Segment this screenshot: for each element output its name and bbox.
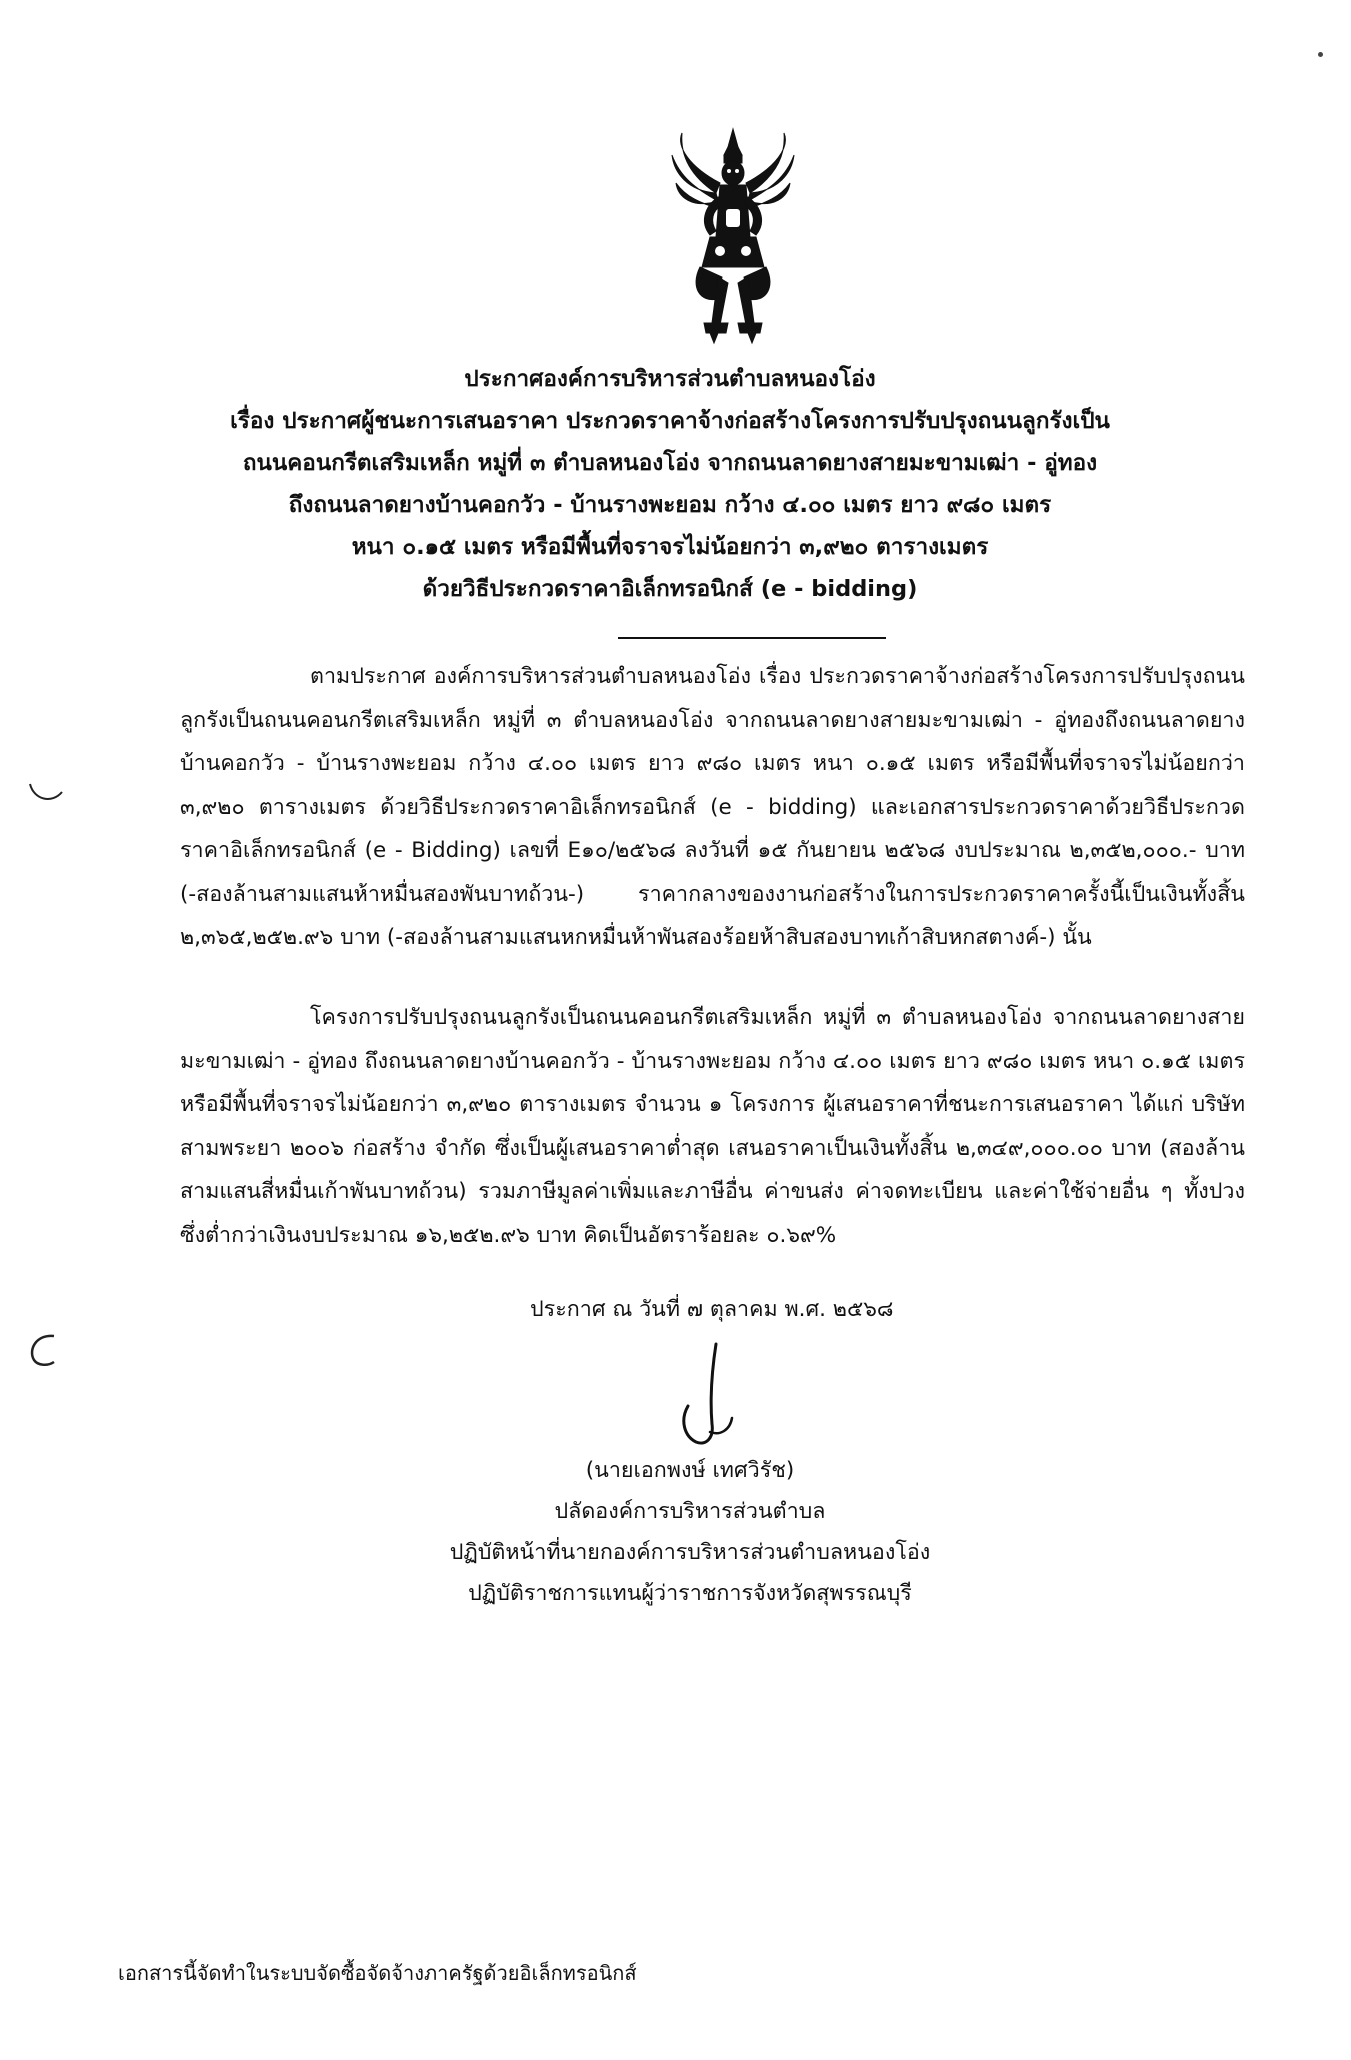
footer-note: เอกสารนี้จัดทำในระบบจัดซื้อจัดจ้างภาครัฐด้วยอิเล็กทรอนิกส์	[118, 1961, 637, 1985]
garuda-emblem-icon	[670, 127, 796, 345]
signatory-position: ปฏิบัติหน้าที่นายกองค์การบริหารส่วนตำบลหนองโอ่ง	[449, 1540, 931, 1565]
punch-hole-mark	[26, 778, 66, 808]
signatory-block	[380, 1450, 1000, 1614]
body-paragraph-1	[180, 655, 1245, 960]
title-divider	[618, 637, 886, 639]
title-line: เรื่อง ประกาศผู้ชนะการเสนอราคา ประกวดราคาจ้างก่อสร้างโครงการปรับปรุงถนนลูกรังเป็น	[230, 408, 1110, 434]
title-line: ประกาศองค์การบริหารส่วนตำบลหนองโอ่ง	[464, 366, 876, 392]
paragraph-text: ตามประกาศ องค์การบริหารส่วนตำบลหนองโอ่ง เรื่อง ประกวดราคาจ้างก่อสร้างโครงการปรับปรุงถนนลูกรังเป็นถนนคอนกรีตเสริมเหล็ก หมู่ที่ ๓ ตำบลหนองโอ่ง จากถนนลาดยางสายมะขามเฒ่า - อู่ทองถึงถนนลาดยางบ้านคอกวัว - บ้านรางพะยอม กว้าง ๔.๐๐ เมตร ยาว ๙๘๐ เมตร หนา ๐.๑๕ เมตร หรือมีพื้นที่จราจรไม่น้อยกว่า ๓,๙๒๐ ตารางเมตร ด้วยวิธีประกวดราคาอิเล็กทรอนิกส์ (e - bidding) และเอกสารประกวดราคาด้วยวิธีประกวดราคาอิเล็กทรอนิกส์ (e - Bidding) เลขที่ E๑๐/๒๕๖๘ ลงวันที่ ๑๕ กันยายน ๒๕๖๘ งบประมาณ ๒,๓๕๒,๐๐๐.- บาท (-สองล้านสามแสนห้าหมื่นสองพันบาทถ้วน-) ราคากลางของงานก่อสร้างในการประกวดราคาครั้งนี้เป็นเงินทั้งสิ้น ๒,๓๖๕,๒๕๒.๙๖ บาท (-สองล้านสามแสนหกหมื่นห้าพันสองร้อยห้าสิบสองบาทเก้าสิบหกสตางค์-) นั้น	[180, 664, 1245, 950]
title-line: ถึงถนนลาดยางบ้านคอกวัว - บ้านรางพะยอม กว้าง ๔.๐๐ เมตร ยาว ๙๘๐ เมตร	[288, 492, 1052, 518]
body-paragraph-2	[180, 996, 1245, 1257]
paragraph-text: โครงการปรับปรุงถนนลูกรังเป็นถนนคอนกรีตเสริมเหล็ก หมู่ที่ ๓ ตำบลหนองโอ่ง จากถนนลาดยางสายมะขามเฒ่า - อู่ทอง ถึงถนนลาดยางบ้านคอกวัว - บ้านรางพะยอม กว้าง ๔.๐๐ เมตร ยาว ๙๘๐ เมตร หนา ๐.๑๕ เมตร หรือมีพื้นที่จราจรไม่น้อยกว่า ๓,๙๒๐ ตารางเมตร จำนวน ๑ โครงการ ผู้เสนอราคาที่ชนะการเสนอราคา ได้แก่ บริษัท สามพระยา ๒๐๐๖ ก่อสร้าง จำกัด ซึ่งเป็นผู้เสนอราคาต่ำสุด เสนอราคาเป็นเงินทั้งสิ้น ๒,๓๔๙,๐๐๐.๐๐ บาท (สองล้านสามแสนสี่หมื่นเก้าพันบาทถ้วน) รวมภาษีมูลค่าเพิ่มและภาษีอื่น ค่าขนส่ง ค่าจดทะเบียน และค่าใช้จ่ายอื่น ๆ ทั้งปวง ซึ่งต่ำกว่าเงินงบประมาณ ๑๖,๒๕๒.๙๖ บาท คิดเป็นอัตราร้อยละ ๐.๖๙%	[180, 1005, 1245, 1248]
signature-icon	[660, 1340, 770, 1450]
title-line: ถนนคอนกรีตเสริมเหล็ก หมู่ที่ ๓ ตำบลหนองโอ่ง จากถนนลาดยางสายมะขามเฒ่า - อู่ทอง	[242, 450, 1098, 476]
scan-speck	[1318, 52, 1323, 57]
announcement-date: ประกาศ ณ วันที่ ๗ ตุลาคม พ.ศ. ๒๕๖๘	[530, 1297, 894, 1322]
title-line: ด้วยวิธีประกวดราคาอิเล็กทรอนิกส์ (e - bidding)	[422, 576, 918, 602]
document-title	[150, 358, 1190, 610]
title-line: หนา ๐.๑๕ เมตร หรือมีพื้นที่จราจรไม่น้อยกว่า ๓,๙๒๐ ตารางเมตร	[351, 534, 989, 560]
signatory-position: ปฏิบัติราชการแทนผู้ว่าราชการจังหวัดสุพรรณบุรี	[468, 1581, 912, 1606]
punch-hole-mark	[24, 1330, 64, 1370]
signatory-position: ปลัดองค์การบริหารส่วนตำบล	[554, 1499, 826, 1524]
signatory-name: (นายเอกพงษ์ เทศวิรัช)	[585, 1458, 795, 1483]
